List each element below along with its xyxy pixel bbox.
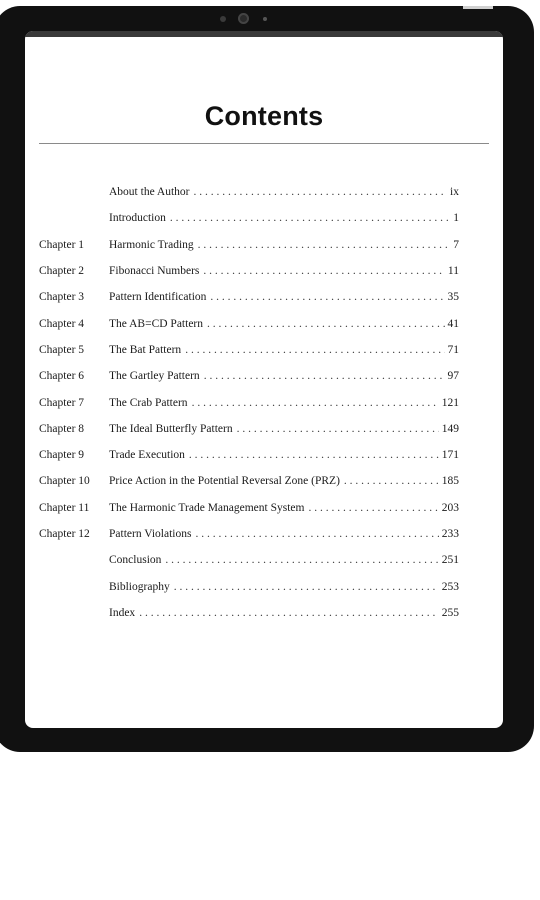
toc-entry-line	[109, 607, 459, 619]
toc-entry[interactable]	[39, 521, 459, 547]
toc-entry-title: Pattern Violations	[109, 528, 192, 540]
toc-page-number: 71	[447, 343, 459, 356]
dot-leader	[165, 554, 438, 566]
dot-leader	[139, 607, 439, 619]
toc-entry[interactable]	[39, 363, 459, 389]
toc-entry-title: The Harmonic Trade Management System	[109, 501, 305, 514]
toc-entry-title: About the Author	[109, 186, 190, 199]
camera-bar	[0, 13, 534, 25]
toc-page-number: 251	[441, 554, 459, 567]
dot-leader	[198, 239, 451, 251]
toc-entry-title: The Crab Pattern	[109, 396, 188, 409]
chapter-number: Chapter 12	[39, 528, 90, 540]
toc-entry[interactable]	[39, 495, 459, 521]
toc-page-number: 253	[441, 580, 459, 593]
toc-entry[interactable]	[39, 600, 459, 626]
chapter-number: Chapter 8	[39, 422, 85, 435]
toc-entry-line	[109, 186, 459, 198]
chapter-number: Chapter 7	[39, 396, 85, 409]
device-edge-marker	[463, 6, 493, 9]
toc-entry-title: Index	[109, 606, 136, 619]
toc-page-number: 233	[441, 528, 459, 540]
toc-entry-title: The Gartley Pattern	[109, 370, 200, 383]
toc-entry-title: Introduction	[109, 212, 166, 225]
toc-entry-line	[109, 423, 459, 435]
chapter-number: Chapter 1	[39, 238, 85, 251]
toc-entry-line	[109, 397, 459, 409]
toc-page-number: 171	[441, 449, 459, 462]
dot-leader	[203, 265, 445, 277]
toc-page-number: 7	[453, 238, 459, 251]
toc-entry[interactable]	[39, 442, 459, 468]
toc-entry-title: Conclusion	[109, 554, 162, 567]
toc-entry-title: Fibonacci Numbers	[109, 265, 200, 278]
toc-page-number: 255	[441, 606, 459, 619]
dot-leader	[344, 475, 439, 487]
toc-entry-title: Pattern Identification	[109, 291, 207, 304]
chapter-number: Chapter 3	[39, 291, 85, 304]
toc-entry[interactable]	[39, 547, 459, 573]
toc-entry-line	[109, 370, 459, 382]
toc-entry[interactable]	[39, 416, 459, 442]
toc-entry-line	[109, 265, 459, 277]
dot-leader	[192, 397, 439, 409]
toc-page-number: 11	[447, 265, 459, 278]
dot-leader	[308, 502, 438, 514]
toc-page-number: 121	[441, 396, 459, 409]
chapter-number: Chapter 4	[39, 317, 85, 330]
toc-entry-line	[109, 212, 459, 224]
sensor-dot-icon	[263, 17, 267, 21]
camera-icon	[238, 13, 249, 24]
screen-top-bar	[25, 31, 503, 37]
toc-page-number: 1	[453, 212, 459, 225]
dot-leader	[237, 423, 439, 435]
toc-entry[interactable]	[39, 232, 459, 258]
sensor-icon	[220, 16, 226, 22]
toc-entry-line	[109, 239, 459, 251]
toc-page-number: 41	[447, 317, 459, 330]
dot-leader	[210, 291, 444, 303]
toc-entry-line	[109, 291, 459, 303]
toc-entry-line	[109, 318, 459, 330]
toc-page-number: 185	[441, 475, 459, 488]
toc-entry[interactable]	[39, 205, 459, 231]
table-of-contents	[39, 179, 459, 626]
toc-entry-line	[109, 475, 459, 487]
toc-entry[interactable]	[39, 310, 459, 336]
toc-page-number: 149	[441, 422, 459, 435]
dot-leader	[195, 528, 438, 540]
dot-leader	[174, 581, 439, 593]
dot-leader	[185, 344, 444, 356]
dot-leader	[189, 449, 439, 461]
toc-entry[interactable]	[39, 258, 459, 284]
toc-page-number: 203	[441, 501, 459, 514]
title-divider	[39, 143, 489, 144]
toc-entry-title: The Bat Pattern	[109, 343, 182, 356]
toc-entry-title: The AB=CD Pattern	[109, 317, 204, 330]
chapter-number: Chapter 5	[39, 343, 85, 356]
chapter-number: Chapter 11	[39, 501, 90, 514]
toc-entry-title: Bibliography	[109, 580, 170, 593]
toc-entry-line	[109, 528, 459, 540]
toc-entry-title: Price Action in the Potential Reversal Zone (PRZ)	[109, 475, 340, 488]
toc-entry[interactable]	[39, 284, 459, 310]
chapter-number: Chapter 10	[39, 475, 90, 488]
dot-leader	[194, 186, 448, 198]
page-title: Contents	[204, 101, 324, 131]
toc-page-number: 97	[447, 370, 459, 383]
chapter-number: Chapter 6	[39, 370, 85, 383]
toc-entry-title: Trade Execution	[109, 449, 185, 462]
toc-entry-line	[109, 581, 459, 593]
dot-leader	[204, 370, 445, 382]
toc-entry-line	[109, 344, 459, 356]
chapter-number: Chapter 2	[39, 265, 85, 278]
toc-entry-line	[109, 554, 459, 566]
toc-page-number: 35	[447, 291, 459, 304]
toc-entry-line	[109, 502, 459, 514]
toc-entry-line	[109, 449, 459, 461]
toc-entry[interactable]	[39, 573, 459, 599]
toc-entry[interactable]	[39, 337, 459, 363]
toc-entry[interactable]	[39, 179, 459, 205]
chapter-number: Chapter 9	[39, 449, 85, 462]
toc-page-number: ix	[450, 186, 459, 199]
dot-leader	[207, 318, 444, 330]
toc-entry[interactable]	[39, 389, 459, 415]
toc-entry-title: Harmonic Trading	[109, 238, 194, 251]
tablet-frame	[0, 6, 534, 752]
screen[interactable]	[25, 31, 503, 728]
dot-leader	[170, 212, 450, 224]
toc-entry[interactable]	[39, 468, 459, 494]
toc-entry-title: The Ideal Butterfly Pattern	[109, 422, 233, 435]
